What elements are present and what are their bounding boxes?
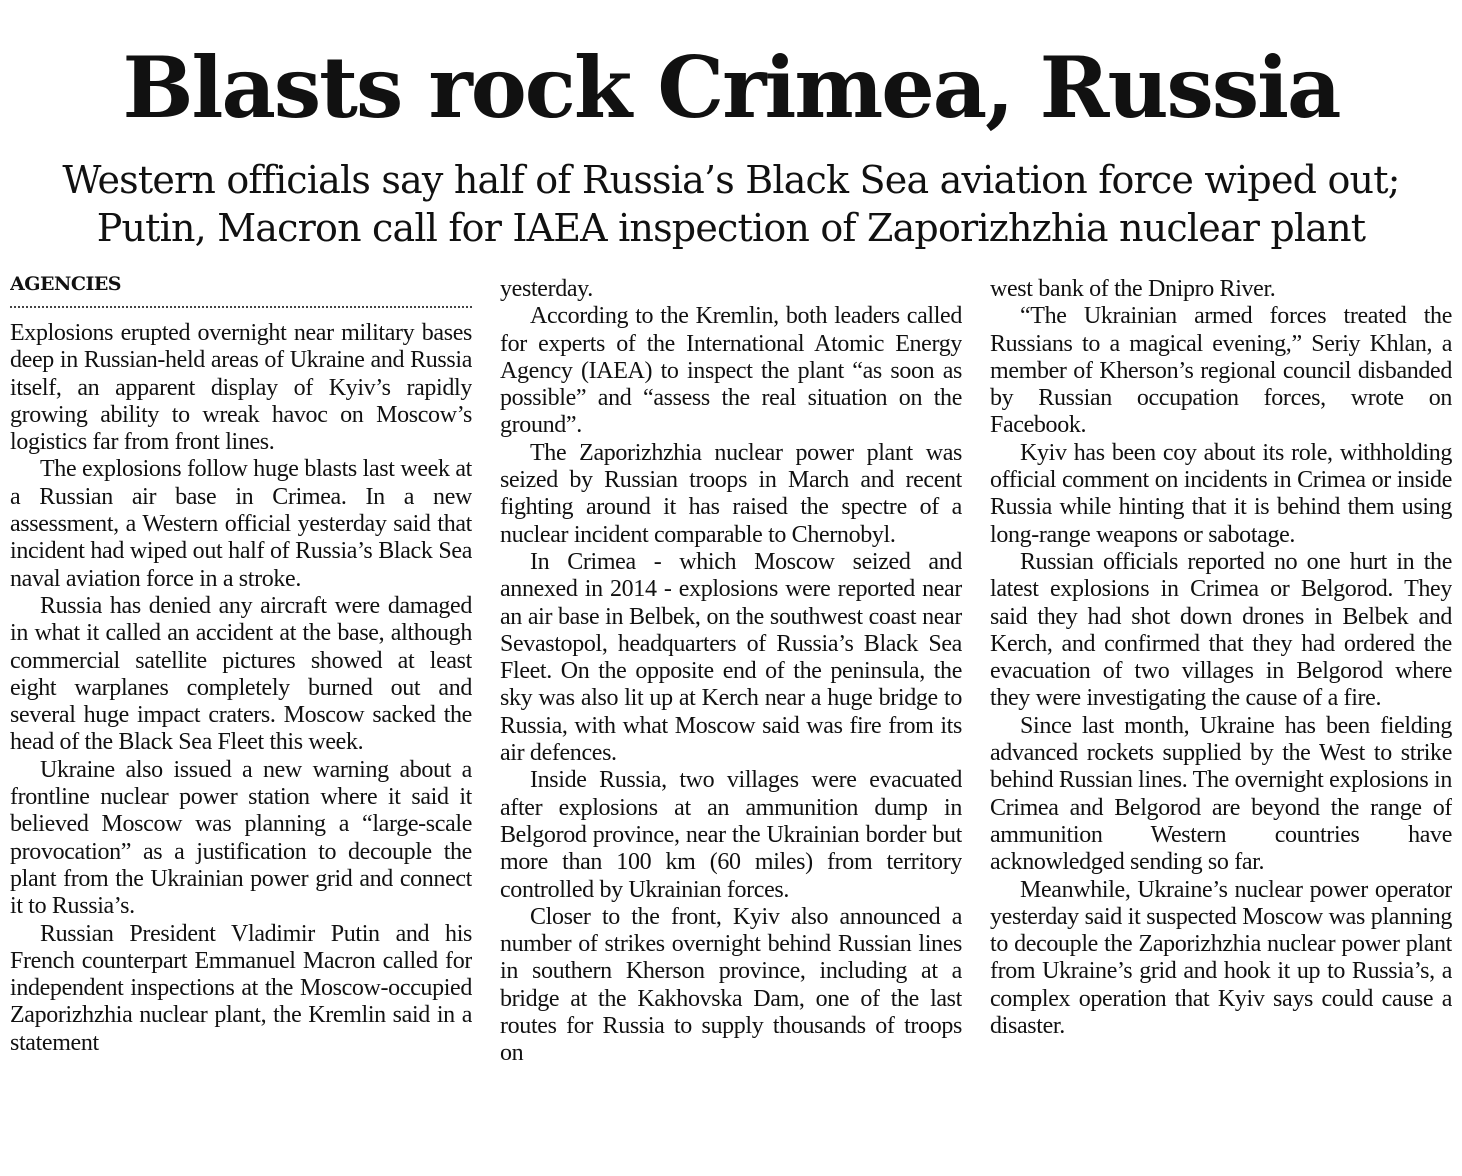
paragraph: yesterday.: [500, 276, 593, 302]
paragraph: “The Ukrainian armed forces treated the Russians to a magical evening,” Seriy Khlan, a member of Kherson’s regional council disbanded by Russian occupation forces, wrote on Facebook.: [990, 303, 1452, 439]
article-column-1: [10, 266, 472, 1166]
subheadline-line-2: Putin, Macron call for IAEA inspection of Zaporizhzhia nuclear plant: [96, 206, 1366, 250]
paragraph: The Zaporizhzhia nuclear power plant was seized by Russian troops in March and recent fighting around it has raised the spectre of a nuclear incident comparable to Chernobyl.: [500, 439, 962, 548]
subheadline-line-1: Western officials say half of Russia’s Black Sea aviation force wiped out;: [62, 158, 1400, 202]
dotted-divider: [10, 306, 472, 308]
article-column-3: [990, 276, 1452, 1176]
paragraph: Explosions erupted overnight near military bases deep in Russian-held areas of Ukraine and Russia itself, an apparent display of Kyiv’s rapidly growing ability to wreak havoc on Moscow’s logistics far from front lines.: [10, 320, 472, 456]
paragraph: Closer to the front, Kyiv also announced a number of strikes overnight behind Russian lines in southern Kherson province, including at a bridge at the Kakhovska Dam, one of the last routes for Russia to supply thousands of troops on: [500, 903, 962, 1067]
paragraph: Inside Russia, two villages were evacuated after explosions at an ammunition dump in Belgorod province, near the Ukrainian border but more than 100 km (60 miles) from territory controlled by Ukrainian forces.: [500, 767, 962, 903]
paragraph: Russian President Vladimir Putin and his French counterpart Emmanuel Macron called for independent inspections at the Moscow-occupied Zaporizhzhia nuclear plant, the Kremlin said in a statement: [10, 920, 472, 1056]
paragraph: According to the Kremlin, both leaders called for experts of the International Atomic Energy Agency (IAEA) to inspect the plant “as soon as possible” and “assess the real situation on the ground”.: [500, 303, 962, 439]
paragraph: The explosions follow huge blasts last week at a Russian air base in Crimea. In a new assessment, a Western official yesterday said that incident had wiped out half of Russia’s Black Sea naval aviation force in a stroke.: [10, 456, 472, 592]
paragraph: In Crimea - which Moscow seized and annexed in 2014 - explosions were reported near an air base in Belbek, on the southwest coast near Sevastopol, headquarters of Russia’s Black Sea Fleet. On the opposite end of the peninsula, the sky was also lit up at Kerch near a huge bridge to Russia, with what Moscow said was fire from its air defences.: [500, 548, 962, 767]
headline: Blasts rock Crimea, Russia: [122, 38, 1340, 137]
paragraph: Kyiv has been coy about its role, withholding official comment on incidents in Crimea or inside Russia while hinting that it is behind them using long-range weapons or sabotage.: [990, 439, 1452, 548]
paragraph: west bank of the Dnipro River.: [990, 276, 1276, 302]
article-column-2: [500, 276, 962, 1176]
paragraph: Russia has denied any aircraft were damaged in what it called an accident at the base, although commercial satellite pictures showed at least eight warplanes completely burned out and several huge impact craters. Moscow sacked the head of the Black Sea Fleet this week.: [10, 592, 472, 756]
paragraph: Ukraine also issued a new warning about a frontline nuclear power station where it said it believed Moscow was planning a “large-scale provocation” as a justification to decouple the plant from the Ukrainian power grid and connect it to Russia’s.: [10, 756, 472, 920]
paragraph: Meanwhile, Ukraine’s nuclear power operator yesterday said it suspected Moscow was planning to decouple the Zaporizhzhia nuclear power plant from Ukraine’s grid and hook it up to Russia’s, a complex operation that Kyiv says could cause a disaster.: [990, 876, 1452, 1040]
byline: AGENCIES: [10, 273, 122, 295]
subheadline: [0, 156, 1462, 252]
paragraph: Russian officials reported no one hurt in the latest explosions in Crimea or Belgorod. They said they had shot down drones in Belbek and Kerch, and confirmed that they had ordered the evacuation of two villages in Belgorod where they were investigating the cause of a fire.: [990, 548, 1452, 712]
paragraph: Since last month, Ukraine has been fielding advanced rockets supplied by the West to strike behind Russian lines. The overnight explosions in Crimea and Belgorod are beyond the range of ammunition Western countries have acknowledged sending so far.: [990, 712, 1452, 876]
